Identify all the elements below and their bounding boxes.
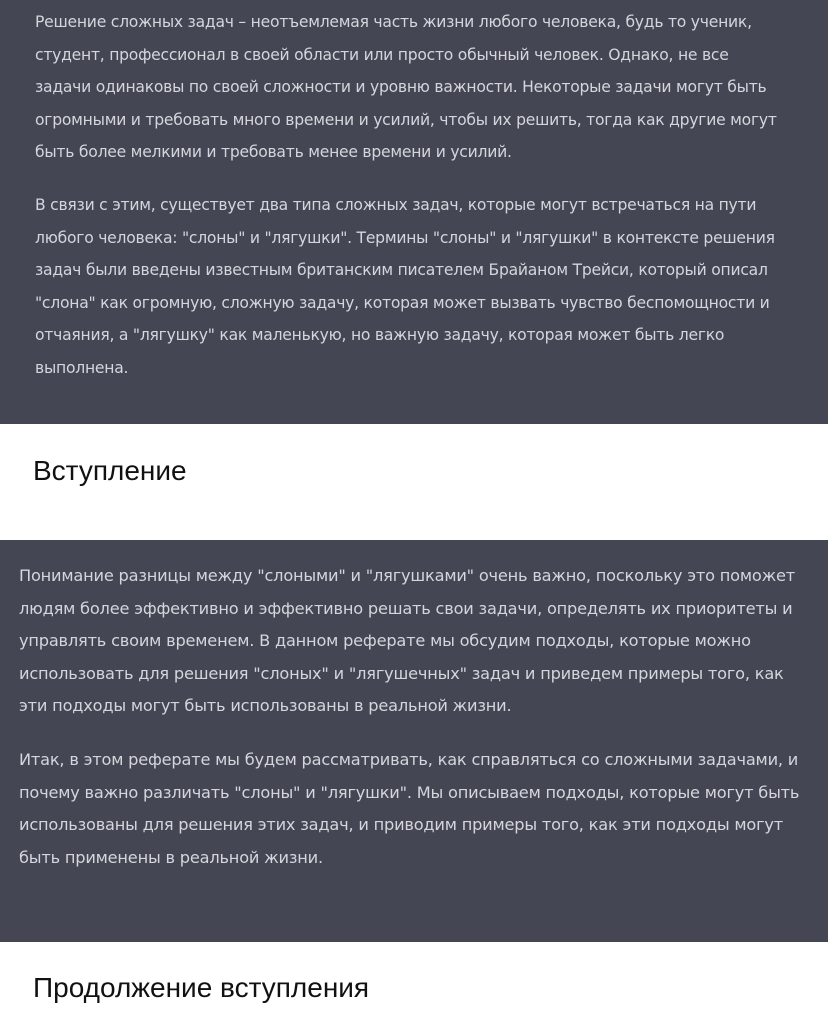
continuation-paragraph-1: Понимание разницы между "слоными" и "лягушками" очень важно, поскольку это поможет людям более эффективно и эффективно решать свои задачи, определять их приоритеты и управлять своим временем. В данном реферате мы обсудим подходы, которые можно использовать для решения "слоных" и "лягушечных" задач и приведем примеры того, как эти подходы могут быть использованы в реальной жизни. <box>19 566 795 716</box>
intro-paragraph-1: Решение сложных задач – неотъемлемая часть жизни любого человека, будь то ученик, студент, профессионал в своей области или просто обычный человек. Однако, не все задачи одинаковы по своей сложности и уровню важности. Некоторые задачи могут быть огромными и требовать много времени и усилий, чтобы их решить, тогда как другие могут быть более мелкими и требовать менее времени и усилий. <box>35 13 777 162</box>
screenshot-intro-continuation <box>0 540 828 942</box>
caption-continuation: Продолжение вступления <box>33 972 370 1003</box>
screenshot-intro <box>0 0 828 424</box>
caption-intro: Вступление <box>33 455 187 486</box>
continuation-paragraph-2: Итак, в этом реферате мы будем рассматривать, как справляться со сложными задачами, и почему важно различать "слоны" и "лягушки". Мы описываем подходы, которые могут быть использованы для решения этих задач, и приводим примеры того, как эти подходы могут быть применены в реальной жизни. <box>19 749 800 867</box>
intro-paragraph-2: В связи с этим, существует два типа сложных задач, которые могут встречаться на пути любого человека: "слоны" и "лягушки". Термины "слоны" и "лягушки" в контексте решения задач были введены известным британским писателем Брайаном Трейси, который описал "слона" как огромную, сложную задачу, которая может вызвать чувство беспомощности и отчаяния, а "лягушку" как маленькую, но важную задачу, которая может быть легко выполнена. <box>35 195 775 377</box>
